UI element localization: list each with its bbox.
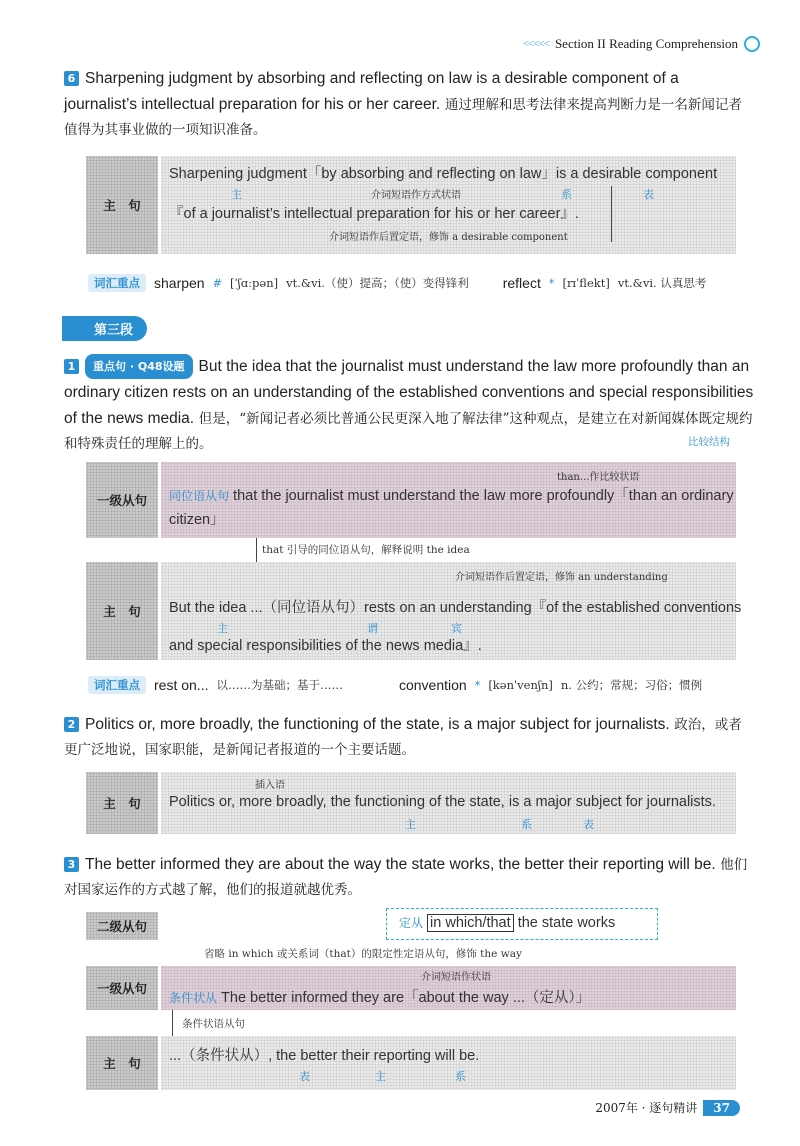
row-body [161, 462, 736, 538]
row-label: 主 句 [86, 1036, 158, 1090]
sentence-p3-3 [64, 852, 754, 903]
clause-tag: 同位语从句 [169, 489, 230, 503]
clause-line-2: citizen」 [169, 512, 225, 528]
label-subject: 主 [231, 189, 242, 201]
label-link: 系 [561, 189, 572, 201]
search-q-icon [744, 36, 760, 52]
clause-rest: the state works [517, 915, 616, 931]
clause-line-2: and special responsibilities of the news media』. [169, 638, 482, 654]
vocab-tag: 词汇重点 [88, 274, 146, 292]
sentence-english: But the idea that the journalist must understand the law more profoundly than an ordinary citizen rests on an understanding of the established conventions and special responsibilities of the news media. [64, 358, 754, 427]
key-sentence-tag: 重点句 · Q48设题 [85, 354, 193, 379]
note-appositive: that 引导的同位语从句，解释说明 the idea [262, 544, 470, 556]
label-subject: 主 [375, 1071, 386, 1083]
row-label: 主 句 [86, 562, 158, 660]
row-body [161, 966, 736, 1010]
vocab-word: rest on... [154, 677, 209, 693]
sentence-english: Politics or, more broadly, the functioning of the state, is a major subject for journalists. [85, 716, 670, 733]
vocab-tag: 词汇重点 [88, 676, 146, 694]
sentence-number: 6 [64, 71, 79, 86]
vocab-row: 词汇重点 sharpen # [ˈʃɑːpən] vt.&vi.（使）提高；（使）变得锋利 reflect * [rɪˈflekt] vt.&vi. 认真思考 [88, 274, 738, 292]
analysis-row [86, 462, 736, 538]
note-insertion: 插入语 [255, 780, 285, 791]
clause-line: The better informed they are「about the way ...（定从）」 [221, 990, 591, 1006]
note-manner: 介词短语作方式状语 [371, 190, 461, 201]
footer-label: 2007年 · 逐句精讲 [595, 1101, 698, 1115]
row-body [161, 1036, 736, 1090]
clause-line: ...（条件状从）, the better their reporting will be. [169, 1048, 480, 1064]
row-label: 一级从句 [86, 966, 158, 1010]
note-postmodifier: 介词短语作后置定语，修饰 a desirable component [329, 232, 568, 243]
clause-line-1: that the journalist must understand the law more profoundly「than an ordinary [233, 488, 734, 504]
sentence-english: The better informed they are about the way the state works, the better their reporting will be. [85, 856, 716, 873]
row-body [161, 772, 736, 834]
vocab-row: 词汇重点 rest on... 以……为基础；基于…… convention * [kənˈvenʃn] n. 公约；常规；习俗；惯例 [88, 676, 738, 694]
label-subject: 主 [405, 819, 416, 831]
clause-line-1: Sharpening judgment「by absorbing and reflecting on law」is a desirable component [169, 166, 718, 182]
clause-line-2: 『of a journalist’s intellectual preparation for his or her career』. [169, 206, 579, 222]
clause-line: Politics or, more broadly, the functioning of the state, is a major subject for journalists. [169, 794, 716, 810]
clause-line-1: But the idea ...（同位语从句）rests on an understanding『of the established conventions [169, 600, 742, 616]
vocab-word: reflect [502, 275, 541, 291]
clause-tag: 条件状从 [169, 991, 218, 1005]
vocab-word: sharpen [154, 275, 205, 291]
analysis-row [86, 562, 742, 660]
label-link: 系 [455, 1071, 466, 1083]
analysis-row [86, 772, 736, 834]
sentence-p3-2 [64, 712, 754, 763]
row-body [161, 156, 736, 254]
sentence-chinese: 但是，“新闻记者必须比普通公民更深入地了解法律”这种观点，是建立在对新闻媒体既定规约和特殊责任的理解上的。 [64, 411, 753, 452]
page-footer [595, 1099, 740, 1116]
note-omission: 省略 in which 或关系词（that）的限定性定语从句，修饰 the way [204, 948, 522, 960]
row-label: 主 句 [86, 156, 158, 254]
sentence-chinese: 政治，或者更广泛地说，国家职能，是新闻记者报道的一个主要话题。 [64, 717, 742, 758]
sentence-p3-1 [64, 354, 754, 457]
vocab-word: convention [398, 677, 467, 693]
page-number: 37 [703, 1100, 740, 1116]
label-subject: 主 [217, 623, 228, 635]
note-than: than...作比较状语 [557, 472, 640, 483]
section-title: 第三段 [62, 316, 147, 341]
row-label: 二级从句 [86, 912, 158, 940]
sentence-6 [64, 66, 754, 143]
sentence-number: 1 [64, 359, 79, 374]
label-predicative: 表 [299, 1071, 310, 1083]
clause-tag: 定从 [399, 916, 424, 930]
sentence-chinese: 通过理解和思考法律来提高判断力是一名新闻记者值得为其事业做的一项知识准备。 [64, 97, 742, 138]
compare-note: 比较结构 [688, 436, 730, 448]
note-adverbial: 介词短语作状语 [421, 972, 491, 983]
label-predicative: 表 [583, 819, 594, 831]
analysis-row [86, 966, 736, 1010]
relative-word: in which/that [427, 914, 514, 932]
arrows-icon: <<<<< [522, 38, 549, 50]
clause-box [386, 908, 658, 940]
sentence-english: Sharpening judgment by absorbing and reflecting on law is a desirable component of a journalist’s intellectual preparation for his or her career. [64, 70, 679, 113]
header-title: Section II Reading Comprehension [554, 36, 738, 51]
label-link: 系 [521, 819, 532, 831]
analysis-row [86, 912, 161, 940]
sentence-number: 2 [64, 717, 79, 732]
label-predicative: 表 [643, 189, 654, 201]
label-verb: 谓 [367, 623, 378, 635]
sentence-chinese: 他们对国家运作的方式越了解，他们的报道就越优秀。 [64, 857, 748, 898]
analysis-row [86, 156, 736, 254]
note-postmodifier: 介词短语作后置定语，修饰 an understanding [455, 572, 668, 583]
analysis-row [86, 1036, 736, 1090]
row-body [161, 562, 742, 660]
row-label: 一级从句 [86, 462, 158, 538]
sentence-number: 3 [64, 857, 79, 872]
page-header [523, 36, 760, 52]
label-object: 宾 [451, 623, 462, 635]
note-condition: 条件状语从句 [182, 1018, 245, 1030]
row-label: 主 句 [86, 772, 158, 834]
